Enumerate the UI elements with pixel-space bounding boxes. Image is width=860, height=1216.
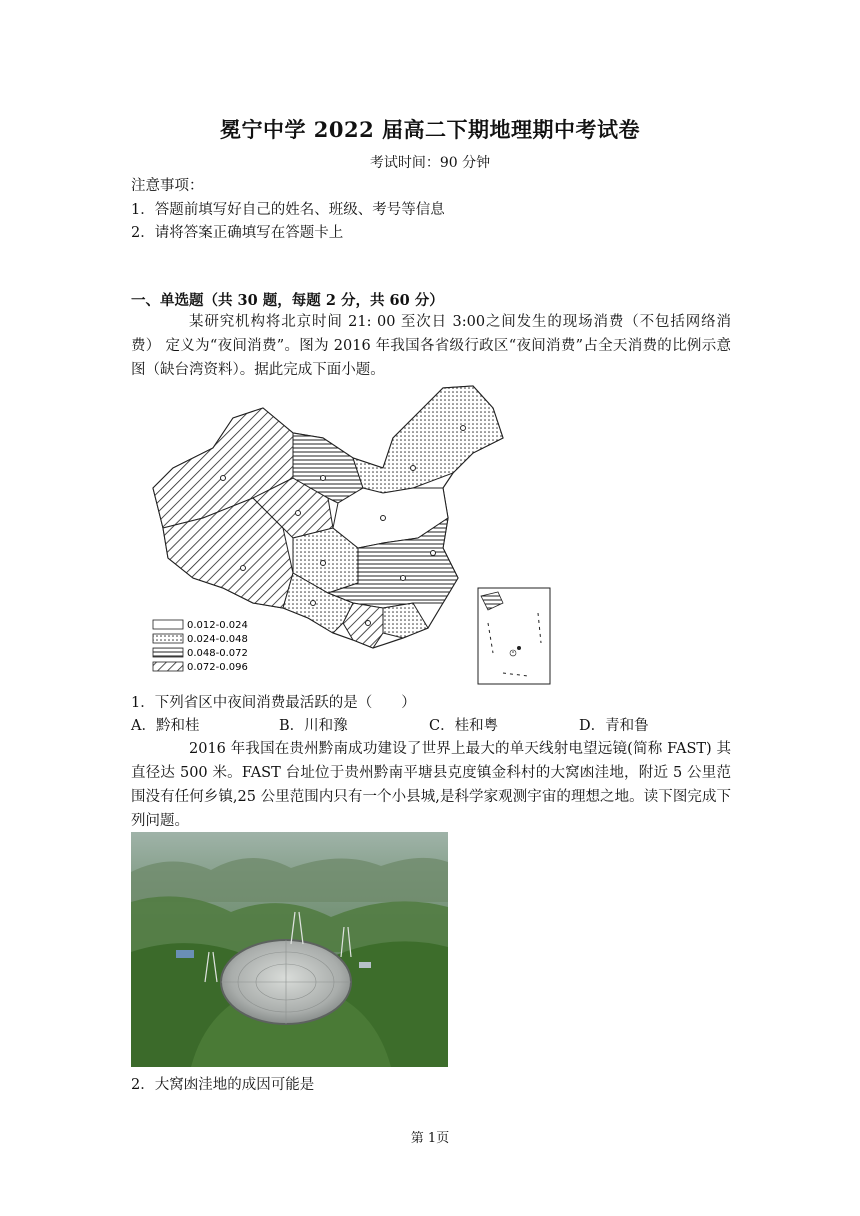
question-2-stem: 2．大窝凼洼地的成因可能是: [131, 1077, 315, 1093]
fast-telescope-photo: [131, 832, 448, 1067]
notice-item-1: 1．答题前填写好自己的姓名、班级、考号等信息: [131, 202, 445, 218]
legend-swatch-3: [153, 648, 183, 657]
legend-swatch-2: [153, 634, 183, 643]
option-d: D．青和鲁: [579, 718, 649, 734]
question-1-options: [131, 714, 731, 736]
notice-item-2: 2．请将答案正确填写在答题卡上: [131, 225, 344, 241]
passage-1: 某研究机构将北京时间 21: 00 至次日 3:00之间发生的现场消费（不包括网络消费） 定义为“夜间消费”。图为 2016 年我国各省级行政区“夜间消费”占全天消费的比例示意图（缺台湾资料）。据此完成下面小题。: [131, 314, 731, 378]
legend-swatch-4: [153, 662, 183, 671]
section-heading: 一、单选题（共 30 题，每题 2 分，共 60 分）: [131, 292, 444, 309]
page-number: 第 1页: [410, 1131, 450, 1146]
legend-label-2: 0.024-0.048: [187, 634, 248, 645]
china-night-consumption-map: [143, 378, 555, 688]
exam-title: 冕宁中学 2022 届高二下期地理期中考试卷: [219, 117, 641, 142]
option-a: A．黔和桂: [131, 718, 200, 734]
exam-time: 考试时间：90 分钟: [369, 155, 491, 171]
legend-label-3: 0.048-0.072: [187, 648, 248, 659]
legend-swatch-1: [153, 620, 183, 629]
notice-heading: 注意事项：: [131, 178, 204, 194]
passage-2: 2016 年我国在贵州黔南成功建设了世界上最大的单天线射电望远镜(简称 FAST) 其直径达 500 米。FAST 台址位于贵州黔南平塘县克度镇金科村的大窝凼洼地，附近 5 公里范围没有任何乡镇,25 公里范围内只有一个小县城,是科学家观测宇宙的理想之地。读下图完成下列问题。: [131, 741, 731, 829]
option-c: C．桂和粤: [429, 718, 499, 734]
question-1-stem: 1．下列省区中夜间消费最活跃的是（ ）: [131, 695, 416, 711]
option-b: B．川和豫: [279, 718, 348, 734]
legend-label-1: 0.012-0.024: [187, 620, 248, 631]
region-northeast: [353, 386, 503, 493]
legend-label-4: 0.072-0.096: [187, 662, 248, 673]
